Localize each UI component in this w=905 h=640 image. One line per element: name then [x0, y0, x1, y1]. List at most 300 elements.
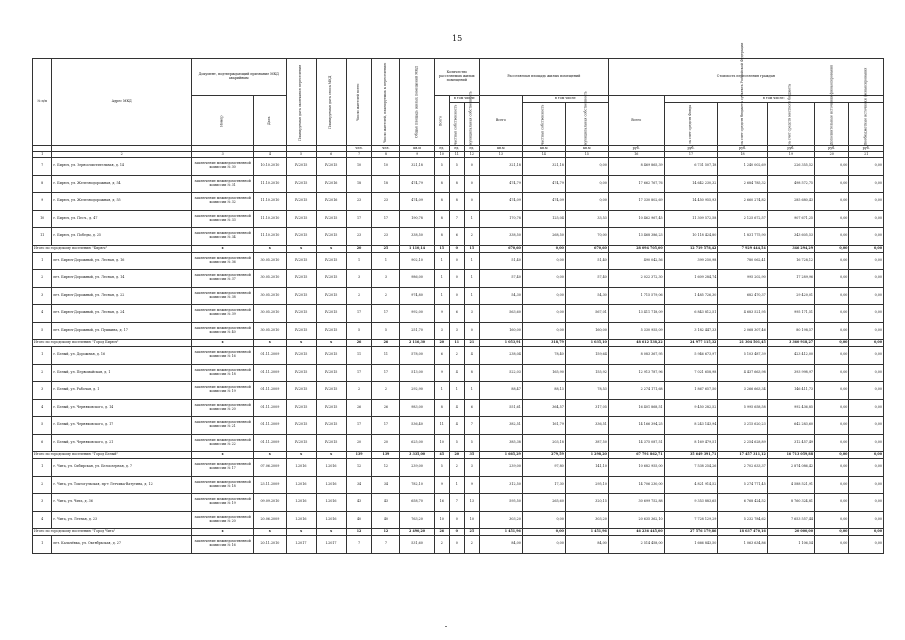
unit-cell: ед.: [449, 146, 464, 152]
total-cell: x: [191, 340, 253, 347]
table-cell: 9: [434, 476, 449, 494]
total-cell: 0,00: [522, 245, 565, 252]
table-cell: 2: [434, 536, 449, 554]
doc-number-cell: заключение межведомственной комиссии № 18: [191, 476, 253, 494]
table-cell: 0: [449, 252, 464, 270]
table-cell: 8: [449, 193, 464, 211]
table-cell: 01.11.2009: [254, 382, 286, 400]
table-cell: 57,40: [565, 270, 608, 288]
doc-number-cell: заключение межведомственной комиссии № 37: [191, 270, 253, 288]
table-cell: 3: [33, 382, 52, 400]
table-cell: 238,04: [479, 347, 522, 365]
table-cell: 682 470,37: [718, 287, 767, 305]
table-cell: 0,00: [815, 476, 849, 494]
section-total-label: Итого по городскому поселению "Город Бирюч": [33, 340, 192, 347]
doc-number-cell: заключение межведомственной комиссии № 16: [191, 347, 253, 365]
table-cell: 317,05: [565, 399, 608, 417]
table-cell: 5 103 487,39: [718, 347, 767, 365]
table-cell: 10 682 955,00: [608, 459, 664, 477]
table-cell: 2 684 785,32: [718, 175, 767, 193]
total-cell: 21: [464, 340, 479, 347]
table-cell: 5: [434, 459, 449, 477]
table-cell: 5: [346, 322, 372, 340]
table-cell: 265,60: [522, 494, 565, 512]
table-cell: I.2016: [316, 494, 346, 512]
total-cell: 17 457 311,12: [718, 452, 767, 459]
table-cell: 474,79: [522, 175, 565, 193]
table-cell: 4: [33, 399, 52, 417]
table-cell: 780 062,41: [718, 252, 767, 270]
table-cell: 10 462 967,45: [608, 210, 664, 228]
table-cell: 8: [33, 175, 52, 193]
table-cell: 239,00: [400, 459, 434, 477]
table-cell: 0,00: [849, 459, 884, 477]
table-cell: 40: [346, 511, 372, 529]
table-cell: 26: [346, 399, 372, 417]
table-cell: 9 353 883,65: [664, 494, 718, 512]
total-cell: 1 665,29: [479, 452, 522, 459]
total-cell: 0: [449, 245, 464, 252]
table-row: [33, 511, 884, 529]
column-index-cell: 21: [849, 152, 884, 158]
table-cell: 6: [33, 434, 52, 452]
total-cell: 16 713 059,88: [767, 452, 814, 459]
table-cell: 5: [449, 158, 464, 176]
address-cell: г. Чита, ул. Токтогульская, пр-т Летчика-Ватутина, д. 12: [52, 476, 192, 494]
table-cell: 17: [372, 417, 400, 435]
table-cell: 0,00: [849, 511, 884, 529]
column-index-cell: 7: [346, 152, 372, 158]
column-index-cell: 17: [664, 152, 718, 158]
table-cell: 2: [372, 287, 400, 305]
address-cell: пгт. Бирюч-Дорожный, ул. Лесная, д. 22: [52, 287, 192, 305]
address-cell: г. Бирюч, ул. Железнодорожная, д. 55: [52, 193, 192, 211]
table-cell: 983,00: [400, 399, 434, 417]
table-cell: 8 243 143,94: [664, 417, 718, 435]
table-cell: 5: [33, 417, 52, 435]
address-cell: пгт. Бирюч-Дорожный, ул. Пушкина, д. 17: [52, 322, 192, 340]
table-cell: 2: [449, 347, 464, 365]
header-num: № п/п: [33, 59, 52, 146]
total-cell: x: [254, 529, 286, 536]
doc-number-cell: заключение межведомственной комиссии № 30: [191, 158, 253, 176]
table-cell: 13 411 718,09: [608, 305, 664, 323]
table-cell: 14 375 087,51: [608, 434, 664, 452]
table-cell: I.2016: [286, 459, 316, 477]
table-cell: 5 995 658,58: [718, 399, 767, 417]
table-cell: IV.2015: [286, 322, 316, 340]
table-cell: 0,00: [849, 252, 884, 270]
table-cell: 0,00: [815, 417, 849, 435]
table-cell: 11.10.2010: [254, 210, 286, 228]
table-cell: 5 330 955,09: [608, 322, 664, 340]
table-cell: 382,51: [479, 417, 522, 435]
table-cell: 9: [33, 193, 52, 211]
table-cell: 321,18: [522, 158, 565, 176]
table-cell: 7: [372, 536, 400, 554]
table-cell: 595,50: [479, 494, 522, 512]
table-cell: 0,00: [522, 322, 565, 340]
table-cell: 6: [434, 347, 449, 365]
table-cell: 40: [372, 511, 400, 529]
table-cell: IV.2015: [316, 347, 346, 365]
table-cell: 0,00: [522, 287, 565, 305]
total-cell: x: [254, 245, 286, 252]
total-cell: 0,00: [849, 245, 884, 252]
table-cell: 2 702 633,37: [718, 459, 767, 477]
table-cell: 10: [464, 511, 479, 529]
table-cell: 0,00: [815, 347, 849, 365]
table-cell: 474,09: [522, 193, 565, 211]
table-cell: 338,50: [400, 228, 434, 246]
table-cell: 34: [346, 476, 372, 494]
table-row: [33, 175, 884, 193]
total-cell: 28 094 705,00: [608, 245, 664, 252]
table-cell: 0,00: [815, 494, 849, 512]
total-cell: 2 490,20: [400, 529, 434, 536]
table-cell: 10: [434, 434, 449, 452]
table-cell: 20: [372, 434, 400, 452]
table-cell: IV.2015: [286, 399, 316, 417]
table-cell: 4 588 521,91: [767, 476, 814, 494]
table-cell: IV.2015: [286, 175, 316, 193]
table-cell: IV.2015: [316, 287, 346, 305]
doc-number-cell: заключение межведомственной комиссии № 20: [191, 399, 253, 417]
header-planned-end: Планируемая дата окончания переселения: [286, 59, 316, 146]
table-cell: 0,00: [815, 270, 849, 288]
table-cell: 12: [346, 459, 372, 477]
table-cell: 1 063 634,86: [718, 536, 767, 554]
table-cell: 3: [449, 322, 464, 340]
table-cell: 2 125 672,57: [718, 210, 767, 228]
table-cell: 2 274 171,68: [608, 382, 664, 400]
table-cell: 2: [33, 476, 52, 494]
table-cell: 170,78: [479, 210, 522, 228]
table-row: [33, 434, 884, 452]
table-cell: 992,00: [400, 305, 434, 323]
column-index-cell: 14: [522, 152, 565, 158]
table-cell: 4: [449, 399, 464, 417]
total-cell: 0: [449, 529, 464, 536]
total-cell: 139: [346, 452, 372, 459]
table-row: [33, 476, 884, 494]
total-cell: 25: [464, 529, 479, 536]
table-cell: 5 232 784,62: [718, 511, 767, 529]
table-cell: I.2016: [316, 511, 346, 529]
column-index-cell: 6: [316, 152, 346, 158]
address-cell: г. Белый, ул. Черняховского, д. 14: [52, 399, 192, 417]
table-cell: 2: [464, 228, 479, 246]
table-cell: 88,13: [522, 382, 565, 400]
table-cell: 0,00: [815, 322, 849, 340]
table-cell: 285 680,43: [767, 193, 814, 211]
total-cell: 1 053,91: [479, 340, 522, 347]
column-index-cell: 1: [33, 152, 52, 158]
table-cell: 1: [449, 476, 464, 494]
table-cell: 11: [33, 228, 52, 246]
table-cell: 16 728,12: [767, 252, 814, 270]
table-cell: 17: [346, 210, 372, 228]
section-total-row: [33, 452, 884, 459]
table-cell: 2: [464, 536, 479, 554]
table-cell: 51,40: [479, 252, 522, 270]
table-cell: 782,10: [400, 476, 434, 494]
table-cell: 0,00: [815, 399, 849, 417]
table-cell: 0: [449, 536, 464, 554]
table-cell: 902,10: [400, 252, 434, 270]
table-cell: 07.06.2009: [254, 459, 286, 477]
table-cell: 658,70: [400, 494, 434, 512]
header-doc-number: Номер: [191, 96, 253, 146]
total-cell: 35: [464, 452, 479, 459]
table-cell: 0,00: [849, 434, 884, 452]
table-cell: 3 215 620,23: [718, 417, 767, 435]
table-row: [33, 158, 884, 176]
table-cell: 522,03: [479, 364, 522, 382]
unit-cell: ед.: [464, 146, 479, 152]
table-cell: 01.11.2009: [254, 399, 286, 417]
table-cell: 0,00: [849, 494, 884, 512]
doc-number-cell: заключение межведомственной комиссии № 20: [191, 511, 253, 529]
table-cell: 125,04: [522, 210, 565, 228]
unit-cell: руб.: [767, 146, 814, 152]
doc-number-cell: заключение межведомственной комиссии № 18: [191, 364, 253, 382]
total-cell: 15: [464, 245, 479, 252]
total-cell: 1 110,14: [400, 245, 434, 252]
total-cell: 0,00: [815, 452, 849, 459]
total-cell: 0,00: [522, 529, 565, 536]
table-cell: 1 666 843,50: [664, 536, 718, 554]
table-cell: 11.10.2010: [254, 193, 286, 211]
table-cell: 1: [33, 459, 52, 477]
total-cell: 346 294,29: [767, 245, 814, 252]
table-cell: 9: [464, 476, 479, 494]
table-cell: 20: [346, 434, 372, 452]
table-cell: 10: [372, 158, 400, 176]
table-cell: 343 605,53: [767, 228, 814, 246]
table-cell: IV.2015: [316, 252, 346, 270]
table-cell: 536,40: [400, 417, 434, 435]
table-cell: 763,20: [400, 511, 434, 529]
table-cell: 1: [464, 270, 479, 288]
table-row: [33, 193, 884, 211]
table-cell: IV.2015: [316, 417, 346, 435]
table-row: [33, 364, 884, 382]
total-cell: 1 298,20: [565, 452, 608, 459]
table-cell: 17 662 767,76: [608, 175, 664, 193]
address-cell: г. Чита, ул. Летная, д. 23: [52, 511, 192, 529]
header-doc-date: Дата: [254, 96, 286, 146]
doc-number-cell: заключение межведомственной комиссии № 33: [191, 210, 253, 228]
table-cell: IV.2015: [286, 364, 316, 382]
table-cell: 18: [372, 175, 400, 193]
table-cell: 321,18: [400, 158, 434, 176]
table-cell: 14 166 394,25: [608, 417, 664, 435]
unit-cell: кв.м: [522, 146, 565, 152]
table-cell: I.2016: [286, 511, 316, 529]
table-cell: 78,53: [565, 382, 608, 400]
address-cell: г. Белый, ул. Дорожная, д. 16: [52, 347, 192, 365]
table-cell: 12 913 787,96: [608, 364, 664, 382]
address-cell: г. Бирюч, ул. Победы, д. 25: [52, 228, 192, 246]
table-cell: 17,30: [522, 476, 565, 494]
total-cell: 20: [434, 340, 449, 347]
total-cell: 279,59: [522, 452, 565, 459]
table-cell: 17: [372, 210, 400, 228]
table-cell: 0,00: [815, 175, 849, 193]
doc-number-cell: заключение межведомственной комиссии № 31: [191, 175, 253, 193]
table-cell: 203,18: [522, 434, 565, 452]
table-cell: 1 715 579,06: [608, 287, 664, 305]
table-cell: I.2016: [286, 476, 316, 494]
table-cell: 1: [434, 287, 449, 305]
total-cell: x: [286, 452, 316, 459]
table-cell: 160,00: [565, 322, 608, 340]
table-cell: 474,79: [479, 175, 522, 193]
table-cell: 0,00: [815, 210, 849, 228]
total-cell: 0,00: [849, 529, 884, 536]
table-cell: 14 642 230,32: [664, 175, 718, 193]
table-cell: 578,00: [400, 347, 434, 365]
table-cell: 2 874 086,42: [767, 459, 814, 477]
table-cell: I.2016: [316, 459, 346, 477]
table-cell: 17: [346, 417, 372, 435]
table-cell: 1: [464, 210, 479, 228]
table-cell: 8 083 367,95: [608, 347, 664, 365]
register-body: [33, 146, 884, 554]
table-cell: 2: [346, 287, 372, 305]
table-cell: 239,00: [479, 459, 522, 477]
table-cell: 43: [346, 494, 372, 512]
total-cell: 0,00: [815, 245, 849, 252]
section-total-row: [33, 340, 884, 347]
table-cell: 3: [464, 305, 479, 323]
table-cell: 2: [33, 270, 52, 288]
table-cell: I.2017: [316, 536, 346, 554]
table-cell: 17: [346, 305, 372, 323]
table-cell: 10: [434, 511, 449, 529]
total-cell: x: [191, 529, 253, 536]
table-cell: 4: [33, 305, 52, 323]
table-cell: 226 355,52: [767, 158, 814, 176]
header-residents-count: Число жителей всего: [346, 59, 372, 146]
column-index-cell: 18: [718, 152, 767, 158]
table-cell: 0,00: [815, 252, 849, 270]
table-cell: 7: [33, 158, 52, 176]
total-cell: x: [191, 245, 253, 252]
table-cell: 11: [372, 347, 400, 365]
table-cell: 78,40: [522, 347, 565, 365]
table-cell: 0,00: [522, 252, 565, 270]
total-cell: 12: [346, 529, 372, 536]
table-cell: 295,10: [565, 476, 608, 494]
table-cell: 2: [346, 382, 372, 400]
table-cell: 01.11.2009: [254, 434, 286, 452]
table-cell: IV.2015: [316, 210, 346, 228]
total-cell: x: [286, 340, 316, 347]
table-cell: 986,00: [400, 270, 434, 288]
table-cell: I.2016: [286, 494, 316, 512]
doc-number-cell: заключение межведомственной комиссии № 32: [191, 193, 253, 211]
column-index-cell: 13: [479, 152, 522, 158]
total-cell: 2 116,30: [400, 340, 434, 347]
doc-number-cell: заключение межведомственной комиссии № 16: [191, 536, 253, 554]
table-cell: 364,57: [522, 399, 565, 417]
table-cell: 84,00: [479, 536, 522, 554]
table-cell: 0: [449, 511, 464, 529]
table-row: [33, 536, 884, 554]
table-cell: 6: [449, 305, 464, 323]
total-cell: x: [254, 452, 286, 459]
table-cell: 1: [464, 382, 479, 400]
header-area-group: Расселяемая площадь жилых помещений: [479, 59, 608, 96]
address-cell: пгт. Бирюч-Дорожный, ул. Лесная, д. 16: [52, 252, 192, 270]
doc-number-cell: заключение межведомственной комиссии № 19: [191, 382, 253, 400]
table-cell: 8 169 479,51: [664, 434, 718, 452]
table-cell: 393 998,97: [767, 364, 814, 382]
table-cell: 625,00: [400, 434, 434, 452]
column-index-cell: 12: [464, 152, 479, 158]
table-cell: 312 457,49: [767, 434, 814, 452]
table-cell: 0,00: [815, 158, 849, 176]
table-cell: 23: [346, 193, 372, 211]
total-cell: 11: [449, 340, 464, 347]
table-cell: 1: [346, 252, 372, 270]
table-cell: 0: [464, 175, 479, 193]
total-cell: 318,79: [522, 340, 565, 347]
table-cell: 29 420,01: [767, 287, 814, 305]
resettlement-register-table: [32, 42, 884, 554]
total-cell: x: [316, 452, 346, 459]
address-cell: г. Белый, ул. Черняховского, д. 17: [52, 417, 192, 435]
table-cell: 26: [372, 399, 400, 417]
table-cell: 2 254 628,89: [718, 434, 767, 452]
table-cell: 4: [449, 364, 464, 382]
table-cell: 0,00: [815, 228, 849, 246]
table-cell: 3: [464, 459, 479, 477]
doc-number-cell: заключение межведомственной комиссии № 19: [191, 494, 253, 512]
table-cell: 54,30: [565, 287, 608, 305]
total-cell: 20 000,00: [767, 529, 814, 536]
table-cell: 7: [346, 536, 372, 554]
table-cell: 907 671,25: [767, 210, 814, 228]
column-index-cell: 5: [286, 152, 316, 158]
table-cell: 0,00: [849, 193, 884, 211]
total-cell: 26: [434, 529, 449, 536]
table-cell: 0,00: [849, 536, 884, 554]
table-cell: 320,15: [565, 494, 608, 512]
table-cell: 161,79: [522, 417, 565, 435]
table-cell: 7: [449, 494, 464, 512]
unit-cell: кв.м: [479, 146, 522, 152]
table-cell: 2: [449, 459, 464, 477]
doc-number-cell: заключение межведомственной комиссии № 39: [191, 305, 253, 323]
table-cell: 30.05.2010: [254, 322, 286, 340]
table-cell: 141,10: [565, 459, 608, 477]
table-cell: 0,00: [815, 511, 849, 529]
total-cell: 67 791 862,71: [608, 452, 664, 459]
table-cell: 513,00: [400, 364, 434, 382]
table-cell: 30.05.2010: [254, 305, 286, 323]
table-cell: 387,50: [565, 434, 608, 452]
table-cell: 1: [33, 347, 52, 365]
header-cost-extra: Дополнительные источники финансирования: [815, 103, 849, 146]
table-cell: IV.2015: [286, 158, 316, 176]
table-cell: 10: [33, 210, 52, 228]
table-cell: 159,64: [565, 347, 608, 365]
total-cell: 21 304 501,45: [718, 340, 767, 347]
table-cell: 9: [434, 364, 449, 382]
